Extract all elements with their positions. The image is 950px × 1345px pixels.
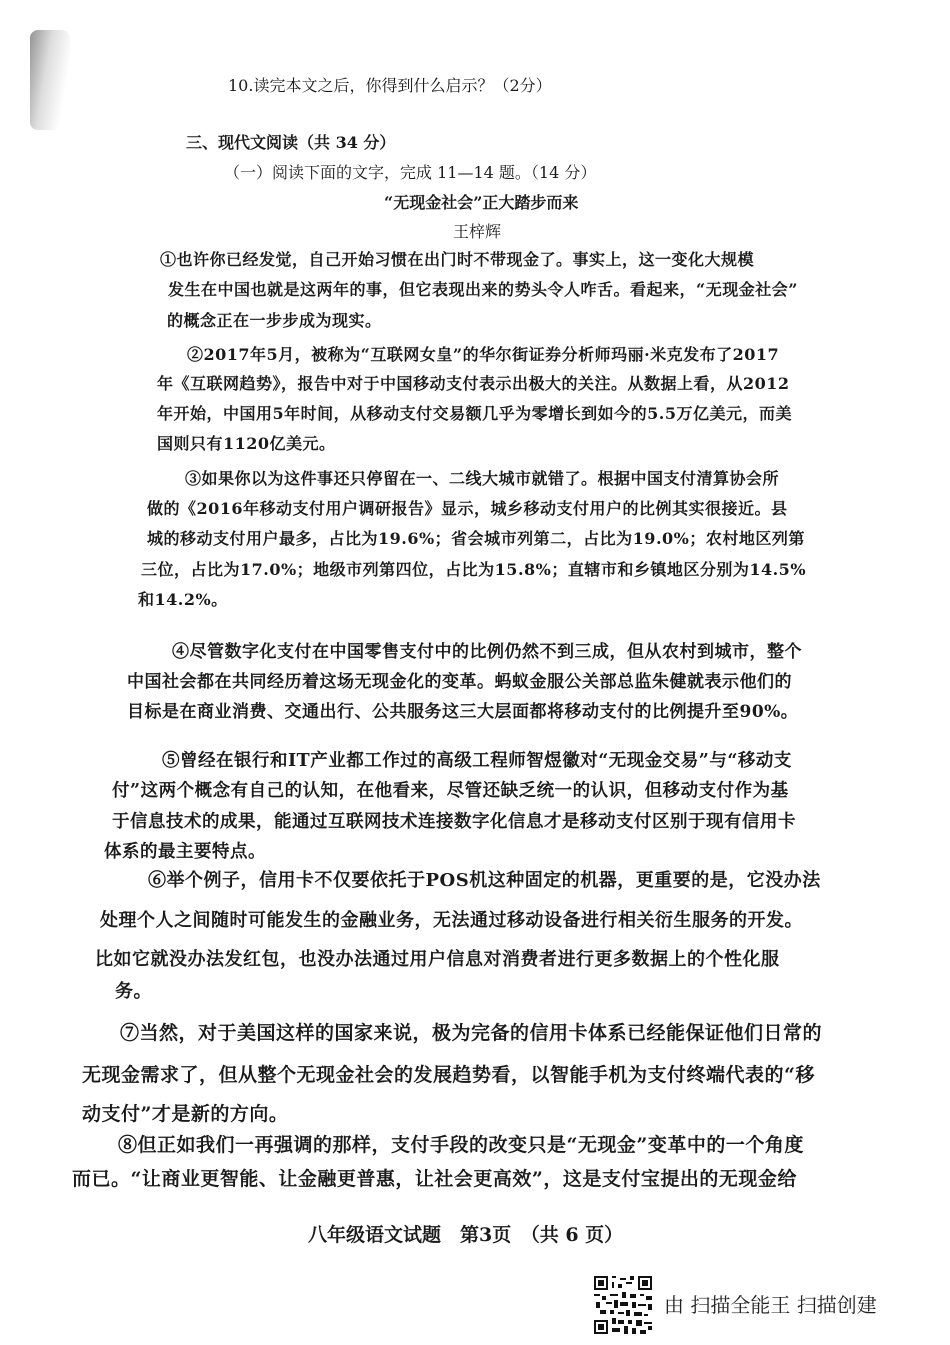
paragraph-line: 年开始，中国用5年时间，从移动支付交易额几乎为零增长到如今的5.5万亿美元，而美 [157,404,792,423]
paragraph-line: 动支付”才是新的方向。 [82,1103,289,1125]
qr-code-graphic [594,1276,652,1334]
paragraph-line: ⑥举个例子，信用卡不仅要依托于POS机这种固定的机器，更重要的是，它没办法 [148,870,821,891]
paragraph-line: 做的《2016年移动支付用户调研报告》显示，城乡移动支付用户的比例其实很接近。县 [147,499,788,518]
paragraph-line: 于信息技术的成果，能通过互联网技术连接数字化信息才是移动支付区别于现有信用卡 [112,812,796,832]
paragraph-line: ⑦当然，对于美国这样的国家来说，极为完备的信用卡体系已经能保证他们日常的 [120,1022,823,1044]
paragraph-line: 无现金需求了，但从整个无现金社会的发展趋势看，以智能手机为支付终端代表的“移 [82,1064,815,1086]
paragraph-line: 的概念正在一步步成为现实。 [167,311,382,330]
paragraph-line: 付”这两个概念有自己的认知，在他看来，尽管还缺乏统一的认识，但移动支付作为基 [112,781,789,801]
paragraph-line: ②2017年5月，被称为“互联网女皇”的华尔街证券分析师玛丽·米克发布了2017 [187,345,780,364]
paragraph-line: 而已。“让商业更智能、让金融更普惠，让社会更高效”，这是支付宝提出的无现金给 [72,1168,797,1190]
article-title: “无现金社会”正大踏步而来 [384,193,579,212]
paragraph-line: ④尽管数字化支付在中国零售支付中的比例仍然不到三成，但从农村到城市，整个 [172,642,802,662]
paragraph-line: 发生在中国也就是这两年的事，但它表现出来的势头令人咋舌。看起来，“无现金社会” [168,280,798,299]
scan-shadow-mark [30,30,70,130]
paragraph-line: 城的移动支付用户最多，占比为19.6%；省会城市列第二，占比为19.0%；农村地区列第 [147,529,805,548]
paragraph-line: 务。 [115,981,152,1002]
paragraph-line: ①也许你已经发觉，自己开始习惯在出门时不带现金了。事实上，这一变化大规模 [160,250,755,269]
scanner-watermark-text: 由 扫描全能王 扫描创建 [664,1293,877,1317]
page-footer: 八年级语文试题 第3页 （共 6 页） [308,1224,624,1246]
question-10: 10.读完本文之后，你得到什么启示？（2分） [228,76,552,95]
qr-code-icon [594,1276,652,1334]
paragraph-line: 处理个人之间随时可能发生的金融业务，无法通过移动设备进行相关衍生服务的开发。 [100,910,803,931]
paragraph-line: 比如它就没办法发红包，也没办法通过用户信息对消费者进行更多数据上的个性化服 [95,949,780,970]
paragraph-line: 三位，占比为17.0%；地级市列第四位，占比为15.8%；直辖市和乡镇地区分别为14.5% [141,560,807,579]
paragraph-line: 国则只有1120亿美元。 [157,434,336,453]
paragraph-line: 和14.2%。 [138,590,228,609]
paragraph-line: 体系的最主要特点。 [104,842,266,862]
paragraph-line: 年《互联网趋势》，报告中对于中国移动支付表示出极大的关注。从数据上看，从2012 [157,374,790,393]
paragraph-line: 目标是在商业消费、交通出行、公共服务这三大层面都将移动支付的比例提升至90%。 [127,702,799,722]
paragraph-line: ⑤曾经在银行和IT产业都工作过的高级工程师智煜徽对“无现金交易”与“移动支 [162,751,792,771]
paragraph-line: ⑧但正如我们一再强调的那样，支付手段的改变只是“无现金”变革中的一个角度 [118,1134,804,1156]
paragraph-line: ③如果你以为这件事还只停留在一、二线大城市就错了。根据中国支付清算协会所 [185,469,780,488]
article-author: 王梓辉 [453,222,502,241]
sub-instruction: （一）阅读下面的文字，完成 11—14 题。（14 分） [224,163,597,182]
section-title: 三、现代文阅读（共 34 分） [186,133,396,152]
paragraph-line: 中国社会都在共同经历着这场无现金化的变革。蚂蚁金服公关部总监朱健就表示他们的 [127,672,792,692]
